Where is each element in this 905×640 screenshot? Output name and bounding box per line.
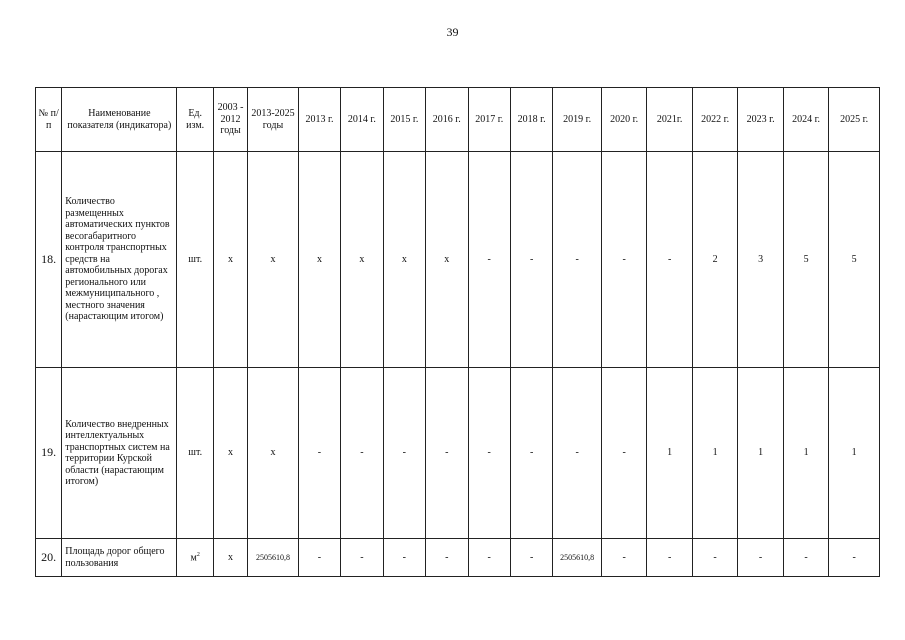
- value-cell: х: [213, 368, 247, 539]
- header-year: 2020 г.: [601, 88, 646, 152]
- value-cell: -: [647, 539, 692, 577]
- header-year: 2024 г.: [783, 88, 828, 152]
- value-cell: 2505610,8: [248, 539, 299, 577]
- value-cell: -: [553, 152, 602, 368]
- value-cell: -: [298, 539, 340, 577]
- header-year: 2017 г.: [468, 88, 510, 152]
- header-unit: Ед. изм.: [177, 88, 213, 152]
- indicators-table: [35, 87, 880, 577]
- unit-cell: шт.: [177, 152, 213, 368]
- value-cell: -: [298, 368, 340, 539]
- value-cell: -: [601, 152, 646, 368]
- indicator-name: Количество внедренных интеллектуальных транспортных систем на территории Курской области (нарастающим итогом): [62, 368, 177, 539]
- value-cell: -: [468, 368, 510, 539]
- value-cell: -: [553, 368, 602, 539]
- header-year: 2022 г.: [692, 88, 737, 152]
- unit-cell: [177, 539, 213, 577]
- value-cell: -: [341, 368, 383, 539]
- row-number: 18.: [36, 152, 62, 368]
- header-period-2003-2012: 2003 - 2012 годы: [213, 88, 247, 152]
- header-year: 2019 г.: [553, 88, 602, 152]
- table-row: [36, 152, 880, 368]
- value-cell: х: [383, 152, 425, 368]
- value-cell: 3: [738, 152, 783, 368]
- table-row: [36, 539, 880, 577]
- header-num: № п/п: [36, 88, 62, 152]
- value-cell: х: [213, 152, 247, 368]
- header-year: 2015 г.: [383, 88, 425, 152]
- value-cell: 2: [692, 152, 737, 368]
- value-cell: -: [341, 539, 383, 577]
- header-year: 2021г.: [647, 88, 692, 152]
- header-name: Наименование показателя (индикатора): [62, 88, 177, 152]
- header-year: 2014 г.: [341, 88, 383, 152]
- value-cell: х: [213, 539, 247, 577]
- value-cell: -: [647, 152, 692, 368]
- value-cell: х: [298, 152, 340, 368]
- value-cell: -: [601, 368, 646, 539]
- value-cell: -: [783, 539, 828, 577]
- value-cell: -: [426, 539, 468, 577]
- table-row: [36, 368, 880, 539]
- header-year: 2018 г.: [510, 88, 552, 152]
- value-cell: -: [601, 539, 646, 577]
- value-cell: -: [692, 539, 737, 577]
- value-cell: 5: [829, 152, 880, 368]
- page-number: 39: [446, 25, 459, 39]
- value-cell: -: [829, 539, 880, 577]
- row-number: 19.: [36, 368, 62, 539]
- row-number: 20.: [36, 539, 62, 577]
- table-header-row: [36, 88, 880, 152]
- value-cell: -: [383, 368, 425, 539]
- value-cell: 1: [692, 368, 737, 539]
- value-cell: -: [510, 539, 552, 577]
- header-year: 2013 г.: [298, 88, 340, 152]
- value-cell: -: [738, 539, 783, 577]
- value-cell: 1: [783, 368, 828, 539]
- value-cell: 1: [829, 368, 880, 539]
- value-cell: -: [510, 368, 552, 539]
- value-cell: 5: [783, 152, 828, 368]
- indicator-name: Количество размещенных автоматических пунктов весогабаритного контроля транспортных средств на автомобильных дорогах регионального или межмуниципального , местного значения (нарастающим итогом): [62, 152, 177, 368]
- header-year: 2023 г.: [738, 88, 783, 152]
- value-cell: х: [341, 152, 383, 368]
- value-cell: -: [510, 152, 552, 368]
- value-cell: 1: [738, 368, 783, 539]
- unit-text: м: [190, 551, 197, 563]
- header-year: 2016 г.: [426, 88, 468, 152]
- value-cell: -: [383, 539, 425, 577]
- unit-cell: шт.: [177, 368, 213, 539]
- value-cell: 2505610,8: [553, 539, 602, 577]
- indicator-name: Площадь дорог общего пользования: [62, 539, 177, 577]
- value-cell: -: [468, 539, 510, 577]
- header-period-2013-2025: 2013-2025 годы: [248, 88, 299, 152]
- value-cell: х: [248, 368, 299, 539]
- value-cell: х: [426, 152, 468, 368]
- value-cell: х: [248, 152, 299, 368]
- value-cell: -: [426, 368, 468, 539]
- header-year: 2025 г.: [829, 88, 880, 152]
- value-cell: -: [468, 152, 510, 368]
- value-cell: 1: [647, 368, 692, 539]
- unit-superscript: 2: [196, 551, 200, 558]
